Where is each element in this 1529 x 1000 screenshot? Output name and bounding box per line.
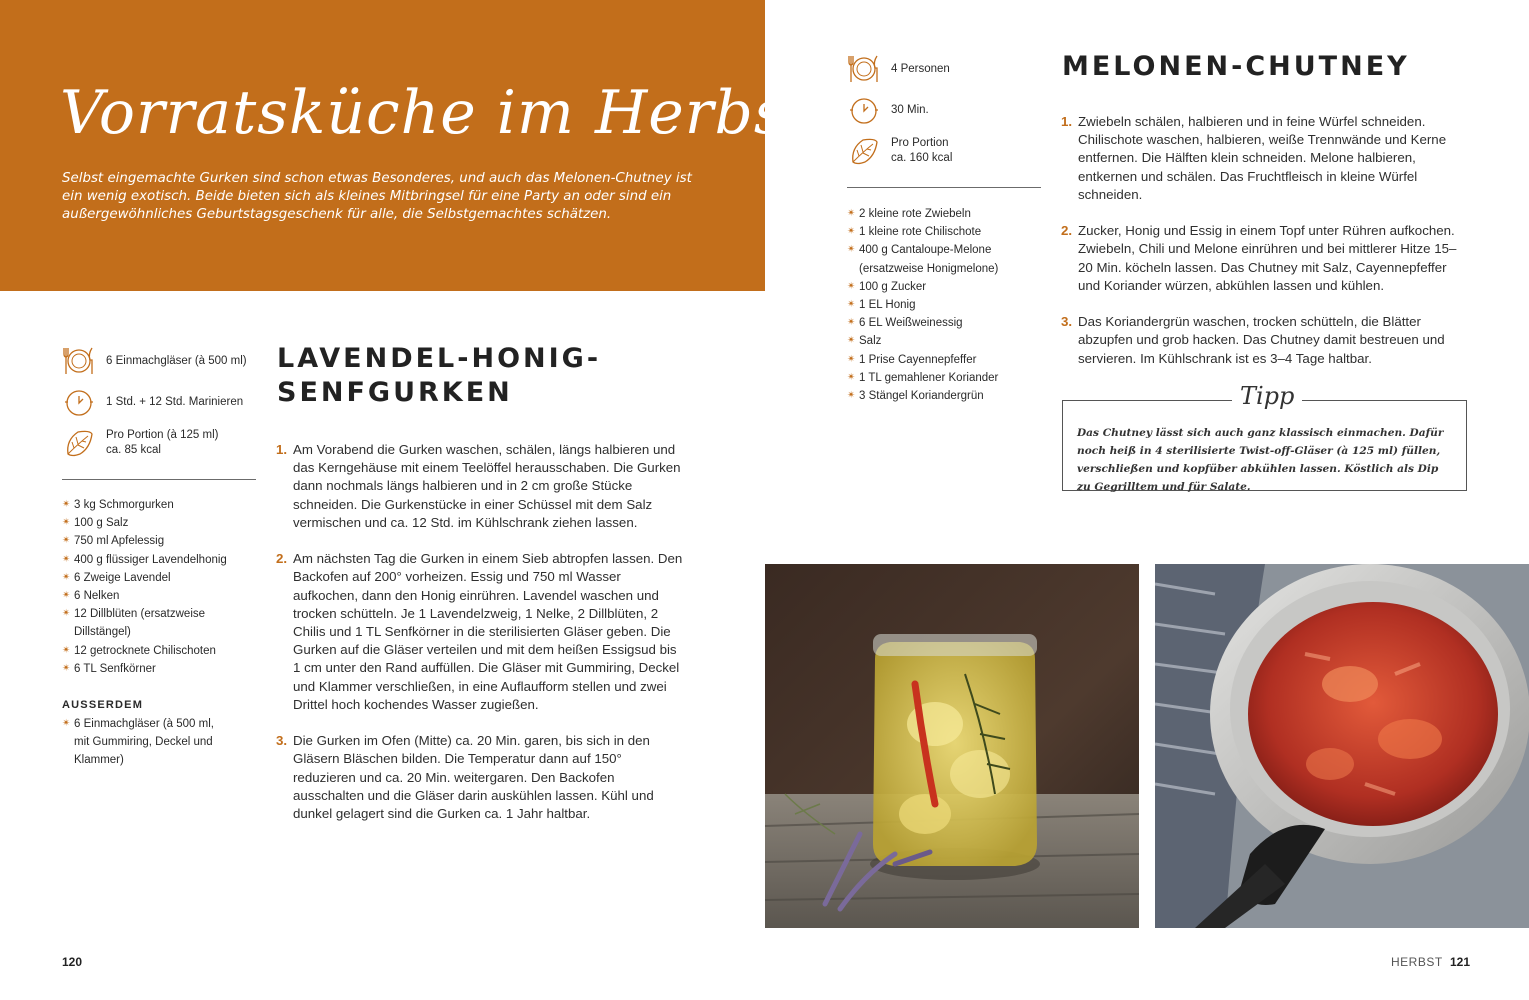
step-item: [1061, 313, 1471, 368]
star-bullet-icon: ✴: [847, 317, 856, 329]
extra-heading: AUSSERDEM: [62, 699, 144, 711]
ingredient-item: ✴ 1 Prise Cayennepfeffer: [847, 351, 1057, 369]
extra-list: [62, 715, 262, 770]
step-text: Die Gurken im Ofen (Mitte) ca. 20 Min. garen, bis sich in den Gläsern Bläschen bilden. Die Temperatur dann auf 150° reduzieren und ca. 20 Min. weitergaren. Den Backofen ausschalten und die Gläser darin auskühlen lassen. Kühl und dunkel gelagert sind die Gurken ca. 1 Jahr haltbar.: [293, 733, 654, 822]
portion-line-1: Pro Portion: [891, 137, 949, 149]
ingredient-item: ✴ 12 getrocknete Chilischoten: [62, 642, 262, 660]
right-steps-list: [1061, 113, 1471, 386]
ingredient-item-continued: Dillstängel): [74, 626, 131, 639]
left-title-line-1: LAVENDEL-HONIG-: [277, 343, 602, 374]
tip-text: Das Chutney lässt sich auch ganz klassisch einmachen. Dafür noch heiß in 4 sterilisierte Twist-off-Gläser (à 125 ml) füllen, verschließen und kopfüber abkühlen lassen. Köstlich als Dip zu Gegrilltem und für Salate.: [1077, 427, 1444, 493]
star-bullet-icon: ✴: [62, 590, 71, 602]
left-title-line-2: SENFGURKEN: [277, 377, 513, 408]
left-meta-divider: [62, 479, 256, 480]
left-meta: [62, 344, 247, 460]
ingredient-item: ✴ 100 g Zucker: [847, 278, 1057, 296]
right-ingredients-list: [847, 205, 1057, 405]
time-row: [62, 385, 247, 419]
ingredient-item: ✴ 100 g Salz: [62, 514, 262, 532]
portion-line-1: Pro Portion (à 125 ml): [106, 429, 219, 441]
photo-melon-chutney: [1155, 564, 1529, 928]
step-text: Zwiebeln schälen, halbieren und in feine Würfel schneiden. Chilischote waschen, halbieren, weiße Trennwände und Kerne entfernen. Die Hälften klein schneiden. Melone halbieren, entkernen und schälen. Das Fruchtfleisch in kleine Würfel schneiden.: [1078, 114, 1447, 202]
step-item: [276, 550, 684, 714]
star-bullet-icon: ✴: [62, 553, 71, 565]
photo-pickled-cucumbers: [765, 564, 1139, 928]
ingredient-item: ✴ 3 kg Schmorgurken: [62, 496, 262, 514]
ingredient-item: ✴ 750 ml Apfelessig: [62, 532, 262, 550]
left-ingredients-list: [62, 496, 262, 678]
star-bullet-icon: ✴: [847, 208, 856, 219]
servings-row: [62, 344, 247, 378]
star-bullet-icon: ✴: [847, 226, 856, 238]
right-recipe-title: MELONEN-CHUTNEY: [1062, 51, 1410, 82]
time-text: 30 Min.: [891, 103, 929, 116]
page-number-left: 120: [62, 955, 83, 969]
step-text: Am nächsten Tag die Gurken in einem Sieb abtropfen lassen. Den Backofen auf 200° vorheizen. Essig und 750 ml Wasser aufkochen, dann den Honig einrühren. Lavendel waschen und trocken schütteln. Je 1 Lavendelzweig, 1 Nelke, 2 Dillblüten, 2 Chilis und 1 TL Senfkörner in die sterilisierten Gläser geben. Die Gurken auf die Gläser verteilen und mit dem heißen Essigsud bis 1 cm unter den Rand auffüllen. Die Gläser mit Gummiring, Deckel und Klammer verschließen, in eine Auflaufform stellen und zwei Drittel hoch kochendes Wasser zugießen.: [293, 551, 683, 712]
step-number: 2.: [276, 551, 288, 567]
ingredient-item-continued: (ersatzweise Honigmelone): [859, 262, 999, 275]
cutlery-icon: [847, 52, 881, 86]
star-bullet-icon: ✴: [62, 499, 71, 510]
step-number: 3.: [276, 733, 288, 749]
step-item: [1061, 113, 1471, 204]
ingredient-item: ✴ 2 kleine rote Zwiebeln: [847, 205, 1057, 223]
ingredient-item: ✴ 400 g flüssiger Lavendelhonig: [62, 551, 262, 569]
ingredient-item: ✴ 6 Nelken: [62, 587, 262, 605]
star-bullet-icon: ✴: [847, 280, 856, 292]
step-text: Am Vorabend die Gurken waschen, schälen, längs halbieren und das Kerngehäuse mit einem Teelöffel herausschaben. Die Gurken dann nochmals längs halbieren und in 2 cm große Stücke schneiden. Die Gurkenstücke in einer Schüssel mit dem Salz vermischen und ca. 12 Std. im Kühlschrank ziehen lassen.: [293, 442, 681, 530]
step-number: 1.: [1061, 114, 1073, 129]
portion-line-2: ca. 160 kcal: [891, 152, 953, 164]
portion-row: [62, 426, 247, 460]
star-bullet-icon: ✴: [847, 244, 856, 256]
ingredient-item: ✴ 1 kleine rote Chilischote: [847, 223, 1057, 241]
ingredient-item: ✴ 6 TL Senfkörner: [62, 660, 262, 678]
time-text: 1 Std. + 12 Std. Marinieren: [106, 395, 244, 408]
extra-item: ✴ 6 Einmachgläser (à 500 ml,: [62, 715, 262, 733]
servings-text: 6 Einmachgläser (à 500 ml): [106, 354, 247, 367]
star-bullet-icon: ✴: [62, 718, 71, 729]
left-steps-list: [276, 441, 684, 841]
step-number: 3.: [1061, 314, 1073, 330]
step-number: 1.: [276, 442, 288, 457]
extra-item-continued: mit Gummiring, Deckel und: [74, 736, 213, 749]
star-bullet-icon: ✴: [62, 535, 71, 547]
clock-icon: [847, 93, 881, 127]
ingredient-item: ✴ 6 Zweige Lavendel: [62, 569, 262, 587]
star-bullet-icon: ✴: [847, 335, 856, 347]
portion-row: [847, 134, 952, 168]
star-bullet-icon: ✴: [847, 353, 856, 365]
step-item: [1061, 222, 1471, 295]
star-bullet-icon: ✴: [62, 571, 71, 583]
running-head: HERBST: [1391, 955, 1443, 969]
ingredient-item: ✴ 12 Dillblüten (ersatzweise: [62, 605, 262, 623]
clock-icon: [62, 385, 96, 419]
leaf-icon: [62, 426, 96, 460]
chapter-title: Vorratsküche im Herbst: [60, 78, 811, 148]
ingredient-item: ✴ 3 Stängel Koriandergrün: [847, 387, 1057, 405]
star-bullet-icon: ✴: [62, 644, 71, 656]
servings-text: 4 Personen: [891, 62, 950, 75]
star-bullet-icon: ✴: [62, 662, 71, 674]
right-meta-divider: [847, 187, 1041, 188]
ingredient-item: ✴ Salz: [847, 332, 1057, 350]
chutney-pot-image: [1155, 564, 1529, 928]
ingredient-item: ✴ 1 TL gemahlener Koriander: [847, 369, 1057, 387]
right-meta: [847, 52, 952, 168]
star-bullet-icon: ✴: [62, 517, 71, 529]
chapter-intro: Selbst eingemachte Gurken sind schon etwas Besonderes, und auch das Melonen-Chutney ist ein wenig exotisch. Beide bieten sich als kleines Mitbringsel für eine Party an oder sind ein außergewöhnliches Geburtstagsgeschenk für alle, die Selbstgemachtes schätzen.: [62, 171, 692, 222]
star-bullet-icon: ✴: [847, 371, 856, 383]
ingredient-item: ✴ 400 g Cantaloupe-Melone: [847, 241, 1057, 259]
portion-line-2: ca. 85 kcal: [106, 444, 161, 456]
ingredient-item: ✴ 6 EL Weißweinessig: [847, 314, 1057, 332]
ingredient-item: ✴ 1 EL Honig: [847, 296, 1057, 314]
step-number: 2.: [1061, 223, 1073, 239]
portion-text: [106, 428, 219, 458]
leaf-icon: [847, 134, 881, 168]
page-number-right: 121: [1450, 955, 1471, 969]
star-bullet-icon: ✴: [847, 299, 856, 311]
step-text: Zucker, Honig und Essig in einem Topf unter Rühren aufkochen. Zwiebeln, Chili und Melone einrühren und bei mittlerer Hitze 15–20 Min. köcheln lassen. Das Chutney mit Salz, Cayennepfeffer und Koriander würzen, abkühlen lassen und kühlen.: [1078, 223, 1457, 293]
extra-item-continued: Klammer): [74, 754, 124, 767]
left-recipe-title: [277, 342, 601, 410]
step-item: [276, 732, 684, 823]
servings-row: [847, 52, 952, 86]
portion-text: [891, 136, 952, 166]
time-row: [847, 93, 952, 127]
star-bullet-icon: ✴: [847, 390, 856, 402]
cutlery-icon: [62, 344, 96, 378]
step-item: [276, 441, 684, 532]
star-bullet-icon: ✴: [62, 608, 71, 620]
tip-label: Tipp: [1232, 382, 1302, 410]
step-text: Das Koriandergrün waschen, trocken schütteln, die Blätter abzupfen und grob hacken. Das Chutney damit bestreuen und servieren. Im Kühlschrank ist es 3–4 Tage haltbar.: [1078, 314, 1445, 366]
pickle-jar-image: [765, 564, 1139, 928]
